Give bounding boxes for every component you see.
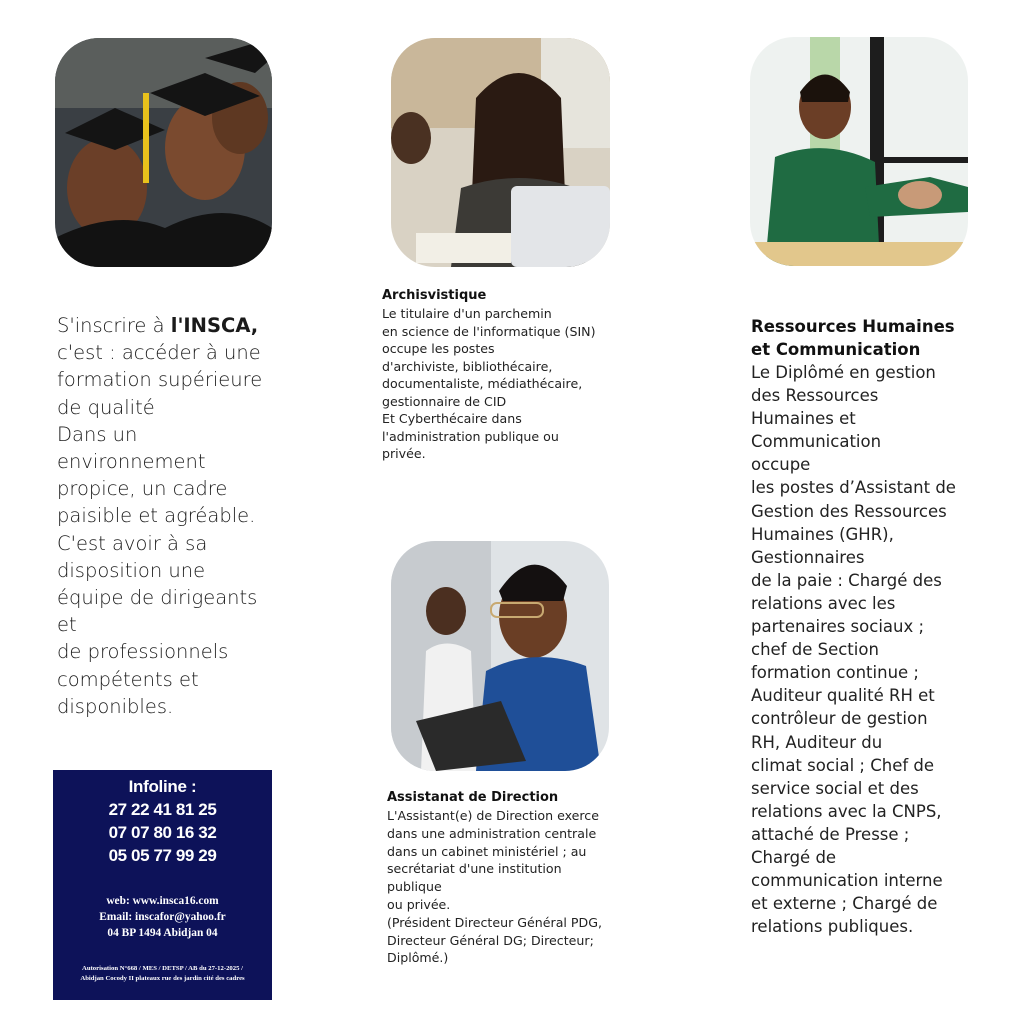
graduates-photo: [55, 38, 272, 267]
rh-title: Ressources Humaines et Communication: [751, 317, 955, 359]
legal-line-1: Autorisation N°668 / MES / DETSP / AB du 27-12-2025 /: [82, 965, 243, 972]
intro-brand: l'INSCA,: [170, 314, 259, 337]
intro-text: [57, 312, 297, 720]
phone-number-3[interactable]: 05 05 77 99 29: [108, 846, 217, 865]
assistanat-title: Assistanat de Direction: [387, 790, 559, 805]
infoline-box: [53, 770, 272, 1000]
postal-address: 04 BP 1494 Abidjan 04: [107, 927, 218, 939]
assistanat-body: L'Assistant(e) de Direction exerce dans une administration centrale dans un cabinet ministériel ; au secrétariat d'une institution publique ou privée. (Président Directeur Général PDG, Directeur Général DG; Directeur; Diplômé.): [387, 808, 602, 966]
rh-section: [751, 315, 991, 938]
rh-body: Le Diplômé en gestion des Ressources Humaines et Communication occupe les postes d’Assistant de Gestion des Ressources Humaines (GHR), Gestionnaires de la paie : Chargé des relations avec les partenaires sociaux ; chef de Section formation continue ; Auditeur qualité RH et contrôleur de gestion RH, Auditeur du climat social ; Chef de service social et des relations avec la CNPS, attaché de Presse ; Chargé de communication interne et externe ; Chargé de relations publiques.: [751, 363, 956, 937]
email-link[interactable]: Email: inscafor@yahoo.fr: [99, 911, 226, 923]
phone-number-2[interactable]: 07 07 80 16 32: [108, 823, 217, 842]
handshake-photo: [750, 37, 968, 266]
assistant-tablet-photo: [391, 541, 609, 771]
archivistique-title: Archisvistique: [382, 288, 487, 303]
infoline-heading: Infoline :: [128, 777, 197, 796]
legal-notice: [57, 964, 268, 983]
intro-prefix: S'inscrire à: [57, 314, 171, 337]
intro-body: c'est : accéder à une formation supérieure de qualité Dans un environnement propice, un cadre paisible et agréable. C'est avoir à sa disposition une équipe de dirigeants et de professionnels compétents et disponibles.: [57, 341, 263, 718]
student-laptop-photo: [391, 38, 610, 267]
phone-number-1[interactable]: 27 22 41 81 25: [108, 800, 217, 819]
legal-line-2: Abidjan Cocody II plateaux rue des jardin cité des cadres: [80, 974, 245, 982]
assistanat-section: [387, 789, 647, 967]
archivistique-section: [382, 287, 642, 463]
archivistique-body: Le titulaire d'un parchemin en science de l'informatique (SIN) occupe les postes d'archiviste, bibliothécaire, documentaliste, médiathécaire, gestionnaire de CID Et Cyberthécaire dans l'administration publique ou privée.: [382, 306, 596, 461]
website-link[interactable]: web: www.insca16.com: [106, 895, 219, 907]
